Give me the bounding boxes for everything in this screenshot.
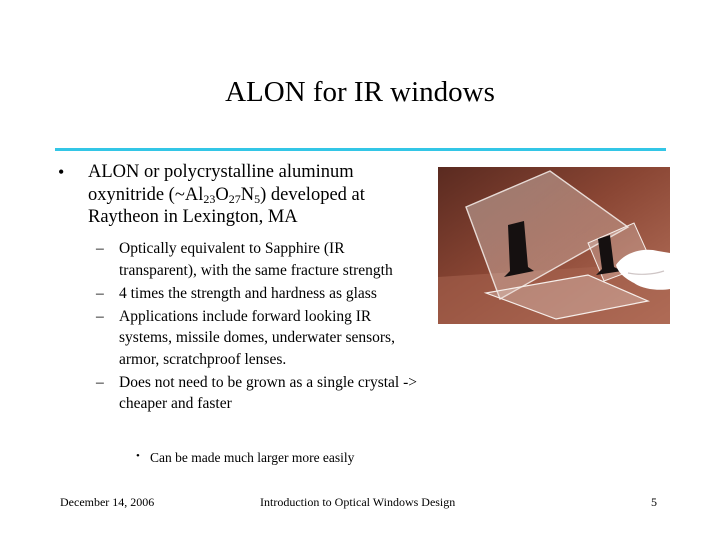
bullet-marker: • (58, 162, 65, 182)
formula-subscript-o: 27 (228, 191, 241, 206)
sub-bullet-text: Applications include forward looking IR systems, missile domes, underwater sensors, armor, scratchproof lenses. (119, 307, 395, 368)
footer-title: Introduction to Optical Windows Design (260, 495, 456, 509)
dash-marker: – (96, 240, 104, 257)
sub-bullet-item (96, 238, 424, 281)
formula-subscript-n: 5 (254, 191, 261, 206)
main-bullet-text-start: ALON or polycrystalline aluminum oxynitride (~Al (88, 162, 354, 205)
main-bullet (58, 161, 423, 229)
dash-marker: – (96, 307, 104, 325)
formula-nitrogen: N (240, 184, 255, 205)
small-bullet-marker: • (136, 450, 140, 462)
main-bullet-text-end: ) developed at Raytheon in Lexington, MA (88, 184, 365, 227)
dash-marker: – (96, 373, 104, 391)
sub-bullet-item (96, 372, 424, 415)
title-underline (55, 148, 666, 151)
sub-bullet-text: Optically equivalent to Sapphire (IR transparent), with the same fracture strength (119, 240, 393, 279)
sub-bullet-text: 4 times the strength and hardness as glass (119, 284, 377, 302)
dash-marker: – (96, 284, 104, 302)
alon-window-photo (438, 167, 670, 324)
sub-sub-bullet-text: Can be made much larger more easily (150, 450, 355, 465)
sub-bullet-text: Does not need to be grown as a single crystal -> cheaper and faster (119, 373, 417, 412)
page-number: 5 (651, 495, 657, 509)
sub-sub-bullet (136, 450, 450, 466)
sub-bullet-item (96, 306, 424, 371)
formula-subscript-al: 23 (203, 191, 216, 206)
sub-bullet-list (96, 238, 424, 416)
sub-bullet-item (96, 283, 424, 305)
slide-title: ALON for IR windows (225, 76, 495, 108)
formula-oxygen: O (215, 184, 229, 205)
footer-date: December 14, 2006 (60, 495, 155, 509)
